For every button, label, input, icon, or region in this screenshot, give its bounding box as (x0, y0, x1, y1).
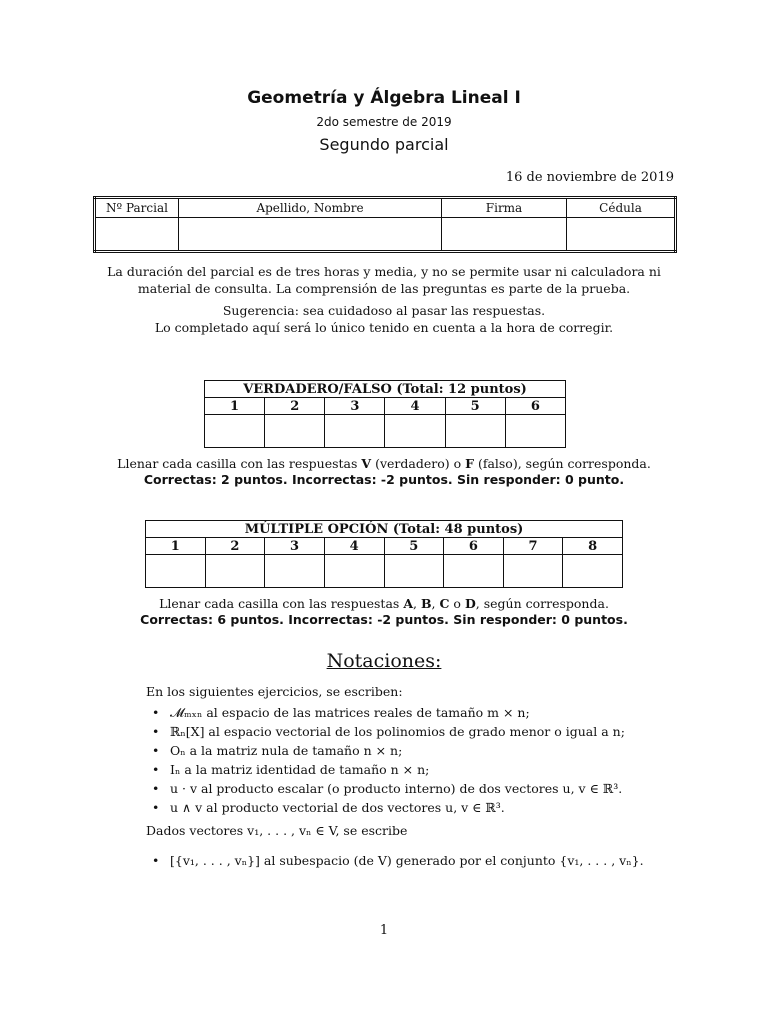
true-false-scoring: Correctas: 2 puntos. Incorrectas: -2 puntos. Sin responder: 0 punto. (143, 472, 625, 487)
tf-answer-cell[interactable] (205, 415, 265, 448)
mc-answer-cell[interactable] (384, 555, 444, 588)
multiple-choice-scoring: Correctas: 6 puntos. Incorrectas: -2 puntos. Sin responder: 0 puntos. (140, 612, 628, 627)
list-item: • [{v₁, . . . , vₙ}] al subespacio (de V) generado por el conjunto {v₁, . . . , vₙ}. (152, 853, 644, 868)
list-item: • ℝₙ[X] al espacio vectorial de los polinomios de grado menor o igual a n; (152, 724, 625, 739)
notation-list (146, 703, 625, 817)
list-item: • 𝓜ₘₓₙ al espacio de las matrices reales de tamaño m × n; (152, 705, 530, 720)
exam-date: 16 de noviembre de 2019 (505, 170, 674, 185)
tf-number: 1 (205, 398, 265, 415)
bullet-icon: • (152, 743, 160, 758)
mc-number: 3 (265, 538, 325, 555)
mc-number: 2 (205, 538, 265, 555)
list-item: • Oₙ a la matriz nula de tamaño n × n; (152, 743, 403, 758)
cedula-cell[interactable] (567, 218, 676, 252)
bullet-icon: • (152, 724, 160, 739)
tf-answer-cell[interactable] (445, 415, 505, 448)
list-item: • Iₙ a la matriz identidad de tamaño n × n; (152, 762, 430, 777)
tf-answer-cell[interactable] (385, 415, 445, 448)
tf-number: 5 (445, 398, 505, 415)
mc-number: 8 (563, 538, 623, 555)
true-false-answer-table (204, 380, 566, 448)
mc-answer-cell[interactable] (563, 555, 623, 588)
exam-suggestion: Sugerencia: sea cuidadoso al pasar las respuestas. Lo completado aquí será lo único tenido en cuenta a la hora de corregir. (154, 303, 614, 335)
tf-answer-cell[interactable] (325, 415, 385, 448)
mc-answer-cell[interactable] (146, 555, 206, 588)
mc-number: 7 (503, 538, 563, 555)
multiple-choice-title: MÚLTIPLE OPCIÓN (Total: 48 puntos) (146, 521, 623, 538)
page-number: 1 (379, 923, 389, 938)
id-header-parcial: Nº Parcial (95, 198, 179, 218)
id-header-name: Apellido, Nombre (179, 198, 442, 218)
mc-number: 4 (324, 538, 384, 555)
exam-name: Segundo parcial (319, 135, 449, 154)
span-notation-list (146, 851, 644, 870)
true-false-title: VERDADERO/FALSO (Total: 12 puntos) (205, 381, 566, 398)
true-false-instructions: Llenar cada casilla con las respuestas V (verdadero) o F (falso), según corresponda. (117, 456, 651, 471)
mc-answer-cell[interactable] (265, 555, 325, 588)
parcial-number-cell[interactable] (95, 218, 179, 252)
list-item: • u ∧ v al producto vectorial de dos vectores u, v ∈ ℝ³. (152, 800, 505, 815)
mc-number: 1 (146, 538, 206, 555)
vectors-intro: Dados vectores v₁, . . . , vₙ ∈ V, se escribe (146, 823, 408, 838)
mc-answer-cell[interactable] (503, 555, 563, 588)
bullet-icon: • (152, 853, 160, 868)
bullet-icon: • (152, 781, 160, 796)
name-cell[interactable] (179, 218, 442, 252)
tf-answer-cell[interactable] (505, 415, 565, 448)
mc-answer-cell[interactable] (444, 555, 504, 588)
tf-number: 3 (325, 398, 385, 415)
id-header-cedula: Cédula (567, 198, 676, 218)
mc-number: 5 (384, 538, 444, 555)
id-header-signature: Firma (442, 198, 567, 218)
tf-answer-cell[interactable] (265, 415, 325, 448)
bullet-icon: • (152, 800, 160, 815)
exam-rules: La duración del parcial es de tres horas y media, y no se permite usar ni calculadora ni material de consulta. La comprensión de las preguntas es parte de la prueba. (107, 264, 661, 296)
list-item: • u · v al producto escalar (o producto interno) de dos vectores u, v ∈ ℝ³. (152, 781, 623, 796)
notations-intro: En los siguientes ejercicios, se escriben: (146, 684, 403, 699)
bullet-icon: • (152, 705, 160, 720)
document-title: Geometría y Álgebra Lineal I (247, 88, 521, 108)
notations-heading: Notaciones: (326, 650, 442, 672)
tf-number: 2 (265, 398, 325, 415)
mc-answer-cell[interactable] (205, 555, 265, 588)
bullet-icon: • (152, 762, 160, 777)
signature-cell[interactable] (442, 218, 567, 252)
mc-answer-cell[interactable] (324, 555, 384, 588)
mc-number: 6 (444, 538, 504, 555)
student-id-table (93, 196, 677, 253)
multiple-choice-answer-table (145, 520, 623, 588)
tf-number: 4 (385, 398, 445, 415)
multiple-choice-instructions: Llenar cada casilla con las respuestas A, B, C o D, según corresponda. (159, 596, 609, 611)
tf-number: 6 (505, 398, 565, 415)
semester-label: 2do semestre de 2019 (316, 115, 452, 129)
